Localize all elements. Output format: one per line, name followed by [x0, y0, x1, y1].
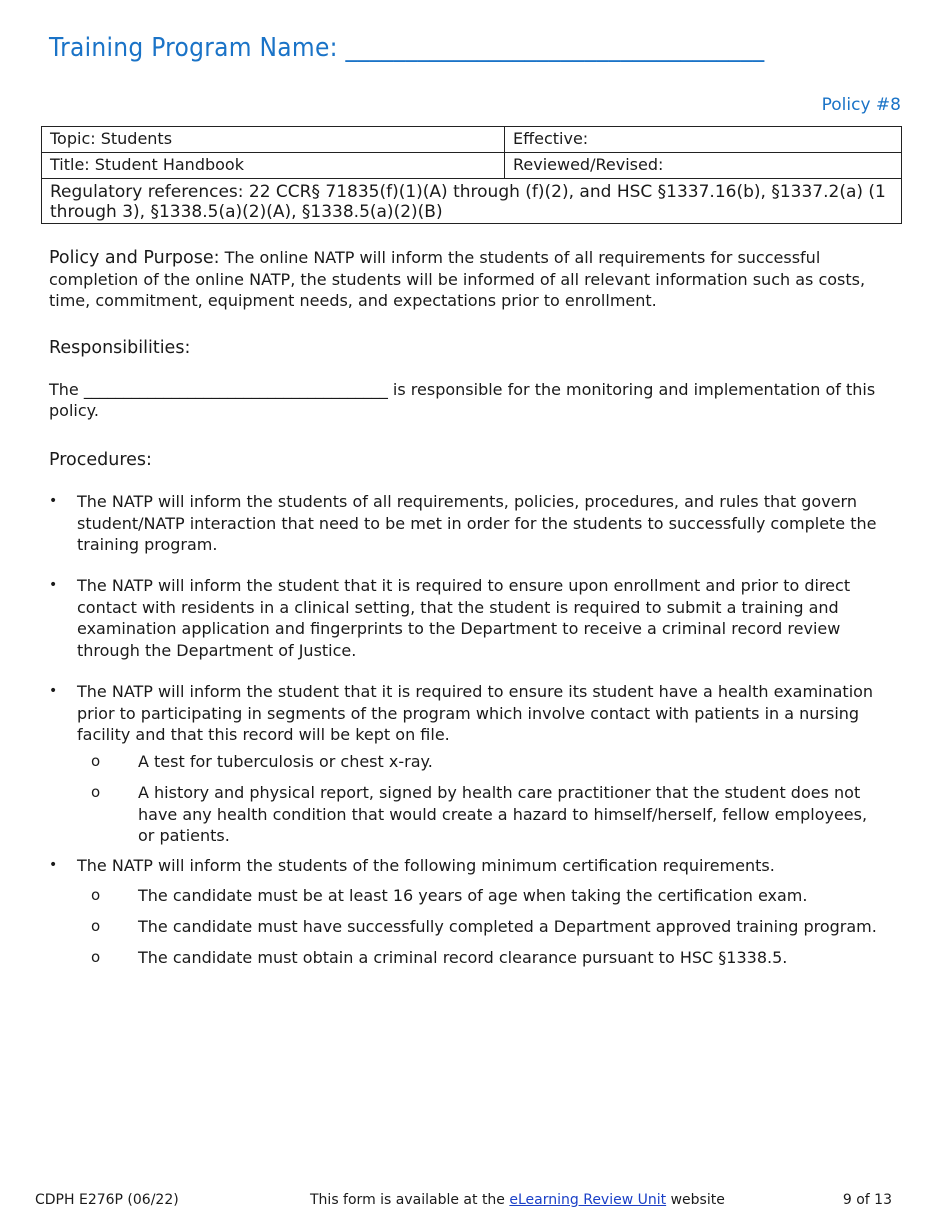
circle-bullet-icon: o — [91, 752, 101, 770]
list-item-text: The NATP will inform the students of all requirements, policies, procedures, and rules that govern student/NATP interaction that need to be met in order for the students to successfully complete the training program. — [77, 492, 877, 554]
bullet-icon: • — [49, 493, 58, 509]
list-subitem — [91, 885, 883, 907]
circle-bullet-icon: o — [91, 783, 101, 801]
list-subitem-text: The candidate must obtain a criminal record clearance pursuant to HSC §1338.5. — [138, 948, 788, 967]
bullet-icon: • — [49, 683, 58, 699]
list-item — [49, 855, 897, 877]
policy-number: Policy #8 — [821, 95, 901, 115]
page-number: 9 of 13 — [842, 1192, 892, 1208]
list-subitem — [91, 782, 883, 847]
responsibilities-heading: Responsibilities: — [49, 338, 191, 358]
form-id: CDPH E276P (06/22) — [35, 1192, 179, 1208]
list-item — [49, 681, 897, 746]
list-subitem-text: The candidate must be at least 16 years of age when taking the certification exam. — [138, 886, 808, 905]
bullet-icon: • — [49, 577, 58, 593]
list-subitem-text: A test for tuberculosis or chest x-ray. — [138, 752, 433, 771]
footer-availability — [310, 1192, 725, 1208]
list-item — [49, 575, 897, 661]
list-item-text: The NATP will inform the student that it is required to ensure its student have a health examination prior to participating in segments of the program which involve contact with patients in a nursing facility and that this record will be kept on file. — [77, 682, 874, 744]
list-item — [49, 491, 897, 556]
reviewed-cell: Reviewed/Revised: — [505, 153, 902, 179]
title-cell: Title: Student Handbook — [42, 153, 505, 179]
list-subitem-text: The candidate must have successfully completed a Department approved training program. — [138, 917, 877, 936]
circle-bullet-icon: o — [91, 886, 101, 904]
list-subitem-text: A history and physical report, signed by health care practitioner that the student does not have any health condition that would create a hazard to himself/herself, fellow employees, or patients. — [138, 783, 868, 845]
procedures-heading: Procedures: — [49, 450, 152, 470]
footer-suffix: website — [670, 1192, 725, 1208]
policy-purpose-label: Policy and Purpose: — [49, 248, 220, 268]
circle-bullet-icon: o — [91, 948, 101, 966]
effective-cell: Effective: — [505, 127, 902, 153]
topic-cell: Topic: Students — [42, 127, 505, 153]
policy-meta-table — [41, 126, 902, 224]
list-item-text: The NATP will inform the student that it is required to ensure upon enrollment and prior to direct contact with residents in a clinical setting, that the student is required to submit a training and examination application and fingerprints to the Department to receive a criminal record review through the Department of Justice. — [77, 576, 851, 660]
list-item-text: The NATP will inform the students of the following minimum certification requirements. — [77, 856, 775, 875]
elearning-review-unit-link[interactable]: eLearning Review Unit — [509, 1192, 667, 1208]
policy-purpose — [49, 247, 889, 311]
responsibilities-text: The ______________________________________ is responsible for the monitoring and implementation of this policy. — [49, 380, 876, 420]
page-title: Training Program Name: ___________________________________ — [49, 33, 765, 63]
regulatory-cell: Regulatory references: 22 CCR§ 71835(f)(1)(A) through (f)(2), and HSC §1337.16(b), §1337.2(a) (1 through 3), §1338.5(a)(2)(A), §1338.5(a)(2)(B) — [42, 179, 902, 224]
list-subitem — [91, 916, 883, 938]
list-subitem — [91, 751, 883, 773]
list-subitem — [91, 947, 883, 969]
circle-bullet-icon: o — [91, 917, 101, 935]
bullet-icon: • — [49, 857, 58, 873]
policy-purpose-text: The online NATP will inform the students of all requirements for successful completion of the online NATP, the students will be informed of all relevant information such as costs, time, commitment, equipment needs, and expectations prior to enrollment. — [49, 248, 866, 310]
footer-prefix: This form is available at the — [310, 1192, 505, 1208]
